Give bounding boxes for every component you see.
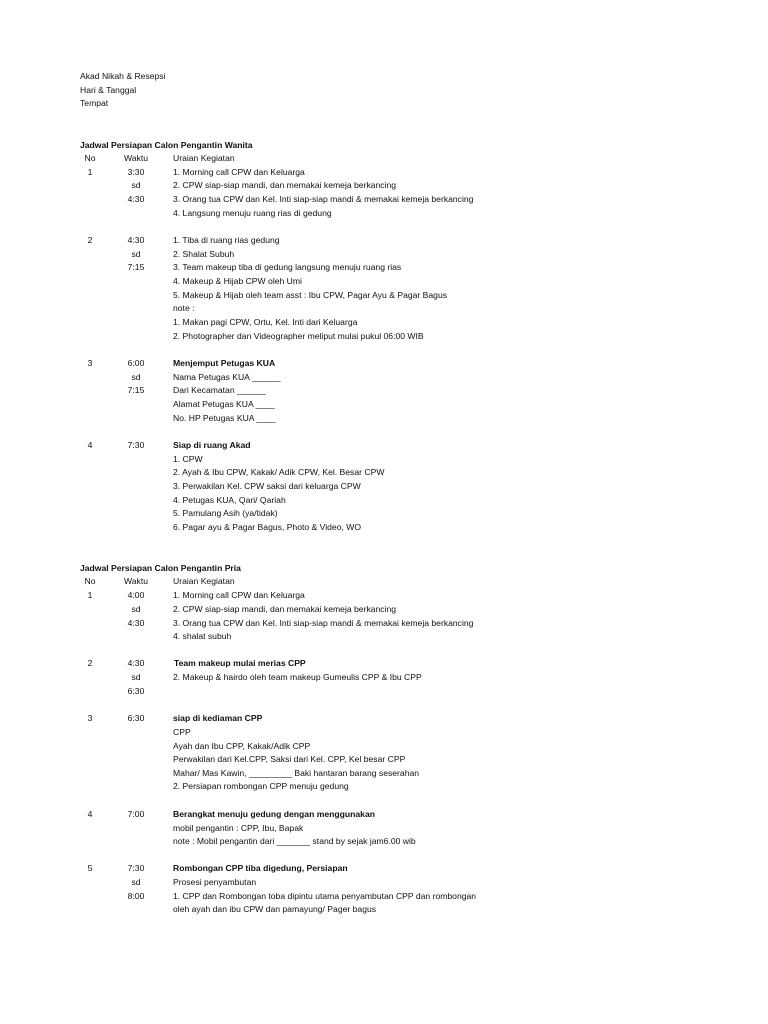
table-row: [0, 371, 768, 384]
col-waktu-header: Waktu: [123, 576, 149, 586]
activity-item: 1. CPW: [173, 454, 203, 464]
time-start: 7:30: [127, 863, 145, 873]
table-row: [0, 261, 768, 274]
col-uraian-header: Uraian Kegiatan: [173, 153, 235, 163]
time-end: 4:30: [127, 618, 145, 628]
activity-item: 1. CPP dan Rombongan toba dipintu utama penyambutan CPP dan rombongan: [173, 891, 477, 901]
time-sd: sd: [131, 180, 141, 190]
section-title-pria: Jadwal Persiapan Calon Pengantin Pria: [80, 563, 241, 573]
table-row: [0, 480, 768, 493]
activity-item: oleh ayah dan ibu CPW dan pamayung/ Pager bagus: [173, 904, 377, 914]
activity-item: CPP: [173, 727, 191, 737]
table-row: [0, 234, 768, 247]
row-number: 4: [87, 440, 93, 450]
activity-item: 3. Orang tua CPW dan Kel. Inti siap-siap mandi & memakai kemeja berkancing: [173, 194, 474, 204]
activity-item: 2. Photographer dan Videographer meliput mulai pukul 06:00 WIB: [173, 331, 424, 341]
table-row: [0, 822, 768, 835]
table-row: [0, 398, 768, 411]
activity-item: 3. Perwakilan Kel. CPW saksi dari keluarga CPW: [173, 481, 361, 491]
time-sd: sd: [131, 249, 141, 259]
table-row: [0, 384, 768, 397]
table-row: [0, 466, 768, 479]
activity-item: 1. Morning call CPW dan Keluarga: [173, 167, 305, 177]
time-sd: sd: [131, 604, 141, 614]
activity-item: Perwakilan dari Kel.CPP, Saksi dari Kel. CPP, Kel besar CPP: [173, 754, 406, 764]
table-row: [0, 166, 768, 179]
row-number: 1: [87, 590, 93, 600]
table-row: [0, 248, 768, 261]
activity-item: 3. Orang tua CPW dan Kel. Inti siap-siap mandi & memakai kemeja berkancing: [173, 618, 474, 628]
activity-item: Dari Kecamatan ______: [173, 385, 266, 395]
row-number: 1: [87, 167, 93, 177]
activity-item: 2. Persiapan rombongan CPP menuju gedung: [173, 781, 349, 791]
table-row: [0, 767, 768, 780]
row-number: 3: [87, 358, 93, 368]
time-end: 6:30: [127, 686, 145, 696]
activity-item: Ayah dan Ibu CPP, Kakak/Adik CPP: [173, 741, 311, 751]
activity-item: Prosesi penyambutan: [173, 877, 257, 887]
activity-item: No. HP Petugas KUA ____: [173, 413, 276, 423]
table-header-pria: [0, 575, 768, 588]
time-sd: sd: [131, 877, 141, 887]
activity-heading: Berangkat menuju gedung dengan menggunakan: [173, 809, 375, 819]
table-row: [0, 453, 768, 466]
col-waktu-header: Waktu: [123, 153, 149, 163]
activity-item: 4. Makeup & Hijab CPW oleh Umi: [173, 276, 302, 286]
activity-item: note : Mobil pengantin dari _______ stand by sejak jam6.00 wib: [173, 836, 416, 846]
table-row: [0, 330, 768, 343]
table-row: [0, 726, 768, 739]
table-row: [0, 780, 768, 793]
time-start: 7:00: [127, 809, 145, 819]
table-row: [0, 207, 768, 220]
table-row: [0, 808, 768, 821]
row-number: 4: [87, 809, 93, 819]
activity-heading: Rombongan CPP tiba digedung, Persiapan: [173, 863, 348, 873]
table-row: [0, 685, 768, 698]
activity-item: 1. Makan pagi CPW, Ortu, Kel. Inti dari Keluarga: [173, 317, 358, 327]
table-row: [0, 876, 768, 889]
time-start: 6:00: [127, 358, 145, 368]
table-row: [0, 903, 768, 916]
table-row: [0, 193, 768, 206]
table-header-wanita: [0, 152, 768, 165]
col-no-header: No: [84, 576, 96, 586]
table-row: [0, 521, 768, 534]
header-line-event: Akad Nikah & Resepsi: [80, 71, 166, 81]
activity-item: 3. Team makeup tiba di gedung langsung menuju ruang rias: [173, 262, 402, 272]
table-row: [0, 862, 768, 875]
table-row: [0, 507, 768, 520]
table-row: [0, 589, 768, 602]
col-no-header: No: [84, 153, 96, 163]
time-end: 7:15: [127, 385, 145, 395]
table-row: [0, 890, 768, 903]
table-row: [0, 657, 768, 670]
activity-item: 1. Tiba di ruang rias gedung: [173, 235, 280, 245]
activity-item: 2. CPW siap-siap mandi, dan memakai kemeja berkancing: [173, 604, 397, 614]
row-number: 3: [87, 713, 93, 723]
table-row: [0, 439, 768, 452]
activity-item: 4. Petugas KUA, Qari/ Qariah: [173, 495, 286, 505]
table-row: [0, 289, 768, 302]
time-start: 6:30: [127, 713, 145, 723]
table-row: [0, 740, 768, 753]
table-row: [0, 302, 768, 315]
activity-item: 4. shalat subuh: [173, 631, 232, 641]
time-start: 4:00: [127, 590, 145, 600]
time-start: 4:30: [127, 235, 145, 245]
time-sd: sd: [131, 672, 141, 682]
col-uraian-header: Uraian Kegiatan: [173, 576, 235, 586]
activity-item: 2. Makeup & hairdo oleh team makeup Gumeulis CPP & Ibu CPP: [173, 672, 422, 682]
activity-heading: siap di kediaman CPP: [173, 713, 263, 723]
activity-item: 2. Shalat Subuh: [173, 249, 235, 259]
time-start: 7:30: [127, 440, 145, 450]
time-sd: sd: [131, 372, 141, 382]
activity-item: Nama Petugas KUA ______: [173, 372, 281, 382]
time-end: 4:30: [127, 194, 145, 204]
activity-item: 1. Morning call CPW dan Keluarga: [173, 590, 305, 600]
table-row: [0, 412, 768, 425]
activity-item: Mahar/ Mas Kawin, _________ Baki hantaran barang seserahan: [173, 768, 420, 778]
table-row: [0, 494, 768, 507]
activity-item: 2. Ayah & Ibu CPW, Kakak/ Adik CPW, Kel. Besar CPW: [173, 467, 385, 477]
table-row: [0, 617, 768, 630]
table-row: [0, 275, 768, 288]
row-number: 2: [87, 235, 93, 245]
table-row: [0, 712, 768, 725]
activity-heading: Menjemput Petugas KUA: [173, 358, 276, 368]
table-row: [0, 357, 768, 370]
activity-note-label: note :: [173, 303, 195, 313]
time-end: 7:15: [127, 262, 145, 272]
row-number: 2: [87, 658, 93, 668]
activity-item: 4. Langsung menuju ruang rias di gedung: [173, 208, 332, 218]
activity-heading: Siap di ruang Akad: [173, 440, 251, 450]
table-row: [0, 835, 768, 848]
table-row: [0, 603, 768, 616]
table-row: [0, 753, 768, 766]
table-row: [0, 671, 768, 684]
table-row: [0, 179, 768, 192]
activity-item: 5. Makeup & Hijab oleh team asst : Ibu CPW, Pagar Ayu & Pagar Bagus: [173, 290, 448, 300]
time-start: 3:30: [127, 167, 145, 177]
header-line-place: Tempat: [80, 98, 109, 108]
activity-item: 6. Pagar ayu & Pagar Bagus, Photo & Video, WO: [173, 522, 362, 532]
table-row: [0, 316, 768, 329]
activity-item: Alamat Petugas KUA ____: [173, 399, 275, 409]
section-title-wanita: Jadwal Persiapan Calon Pengantin Wanita: [80, 140, 253, 150]
activity-item: mobil pengantin : CPP, Ibu, Bapak: [173, 823, 304, 833]
header-line-date: Hari & Tanggal: [80, 85, 137, 95]
row-number: 5: [87, 863, 93, 873]
activity-heading: Team makeup mulai merias CPP: [174, 658, 306, 668]
activity-item: 2. CPW siap-siap mandi, dan memakai kemeja berkancing: [173, 180, 397, 190]
table-row: [0, 630, 768, 643]
time-start: 4:30: [127, 658, 145, 668]
activity-item: 5. Pamulang Asih (ya/tidak): [173, 508, 278, 518]
time-end: 8:00: [127, 891, 145, 901]
